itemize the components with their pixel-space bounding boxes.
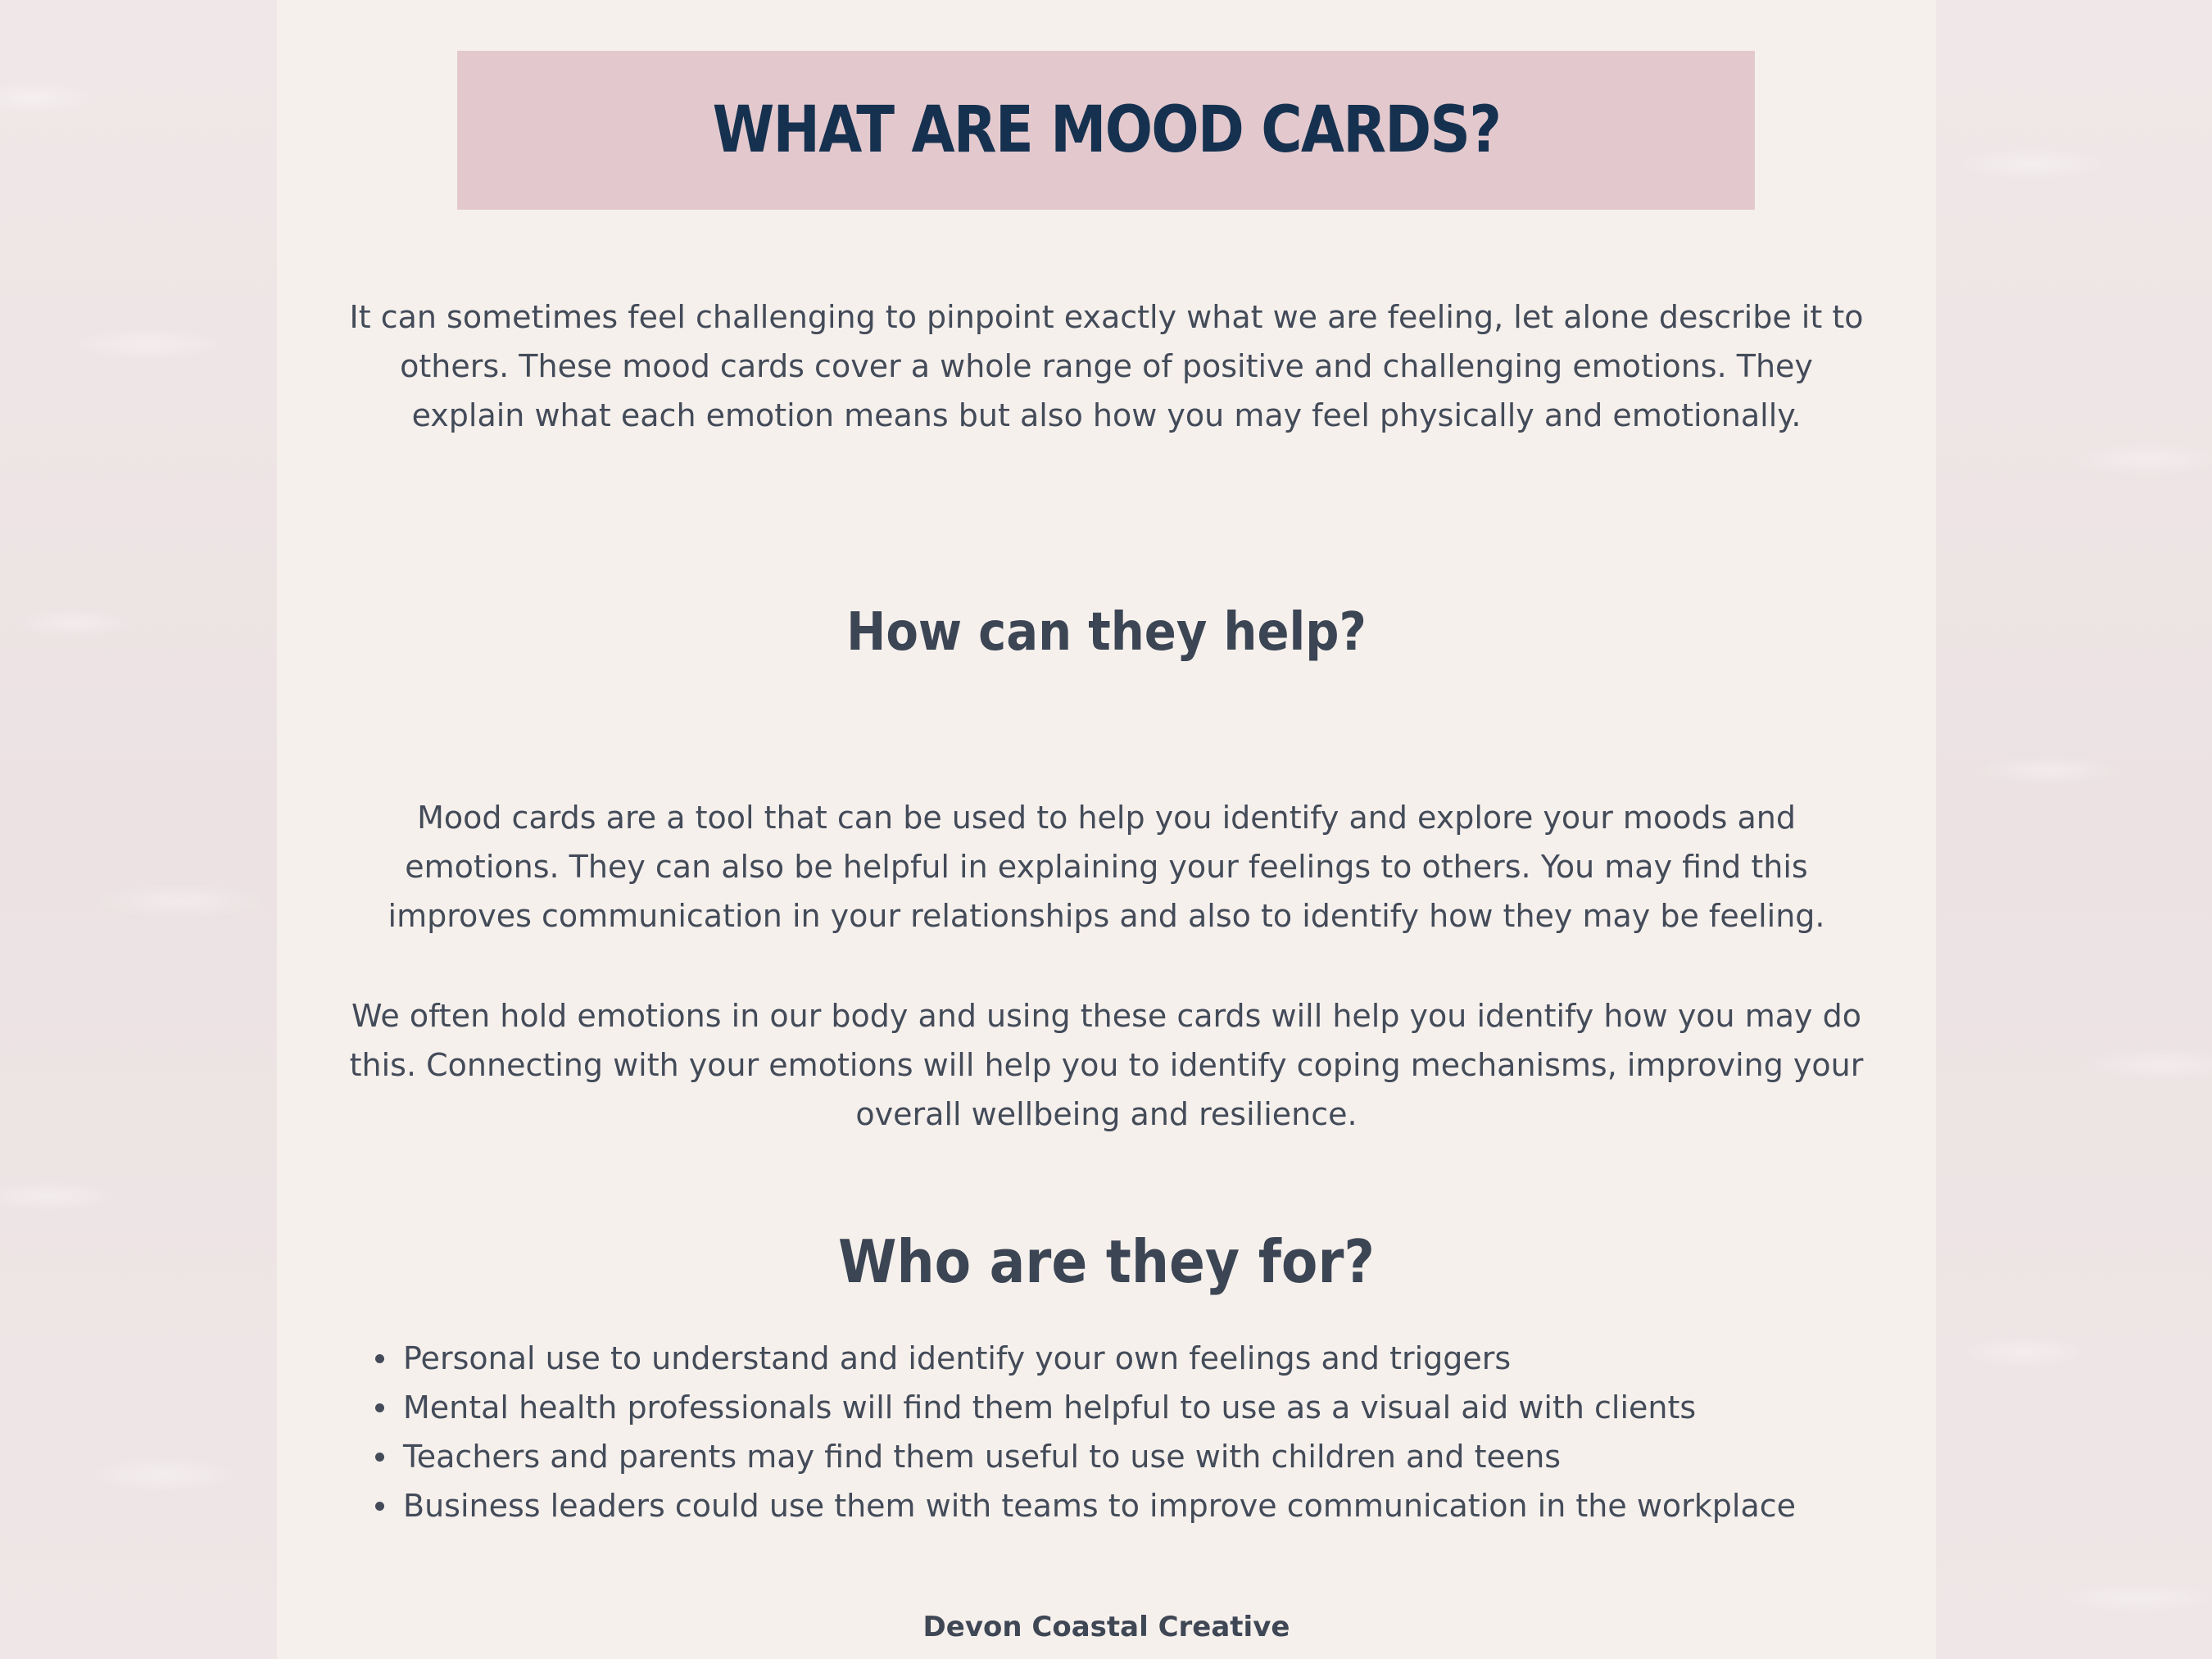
list-item-text: Personal use to understand and identify your own feelings and triggers (403, 1340, 1512, 1376)
list-item (375, 1432, 1915, 1481)
help-heading: How can they help? (846, 602, 1367, 663)
title-banner (457, 51, 1755, 210)
intro-paragraph: It can sometimes feel challenging to pinpoint exactly what we are feeling, let alone describe it to others. These mood cards cover a whole range of positive and challenging emotions. They explain what each emotion means but also how you may feel physically and emotionally. (349, 299, 1864, 433)
list-item (375, 1481, 1915, 1530)
footer-brand: Devon Coastal Creative (922, 1611, 1290, 1643)
bullet-icon (375, 1453, 384, 1462)
page-title: WHAT ARE MOOD CARDS? (712, 93, 1500, 167)
list-item-text: Business leaders could use them with teams to improve communication in the workplace (403, 1488, 1797, 1524)
audience-heading: Who are they for? (837, 1227, 1376, 1296)
list-item-text: Mental health professionals will find them helpful to use as a visual aid with clients (403, 1389, 1697, 1426)
audience-list (375, 1334, 1915, 1530)
bullet-icon (375, 1354, 384, 1363)
bullet-icon (375, 1403, 384, 1412)
bullet-icon (375, 1502, 384, 1511)
document-page (277, 0, 1936, 1659)
list-item-text: Teachers and parents may find them useful to use with children and teens (403, 1439, 1562, 1475)
list-item (375, 1383, 1915, 1432)
help-paragraph-1: Mood cards are a tool that can be used to help you identify and explore your moods and emotions. They can also be helpful in explaining your feelings to others. You may find this improves communication in your relationships and also to identify how they may be feeling. (388, 800, 1825, 934)
list-item (375, 1334, 1915, 1383)
help-paragraph-2: We often hold emotions in our body and using these cards will help you identify how you may do this. Connecting with your emotions will help you to identify coping mechanisms, improving your overall wellbeing and resilience. (349, 998, 1864, 1132)
